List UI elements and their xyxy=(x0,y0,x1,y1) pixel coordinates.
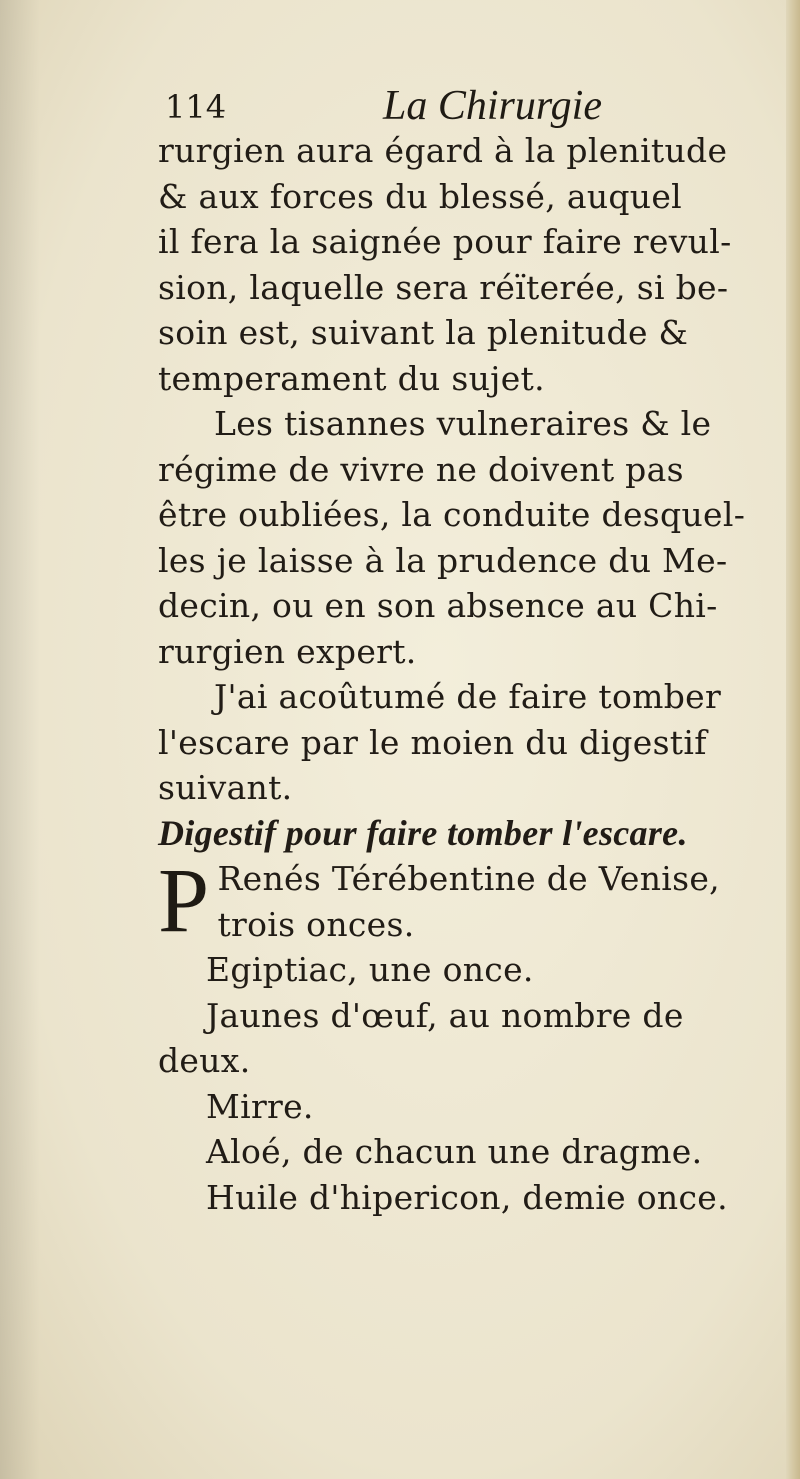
paragraph xyxy=(158,401,770,674)
text-line: rurgien aura égard à la plenitude xyxy=(158,131,728,170)
page-number: 114 xyxy=(165,88,227,126)
text-line: il fera la saignée pour faire revul- xyxy=(158,222,732,261)
text-line: l'escare par le moien du digestif xyxy=(158,722,707,762)
recipe-item: Aloé, de chacun une dragme. xyxy=(206,1132,703,1171)
page-body xyxy=(158,128,770,1220)
recipe-item: deux. xyxy=(158,1041,251,1080)
recipe-item: Huile d'hipericon, demie once. xyxy=(206,1177,728,1217)
recipe-opening xyxy=(158,856,770,947)
text-line: Renés Térébentine de Venise, xyxy=(217,859,720,898)
text-line: suivant. xyxy=(158,768,293,807)
text-line: être oubliées, la conduite desquel- xyxy=(158,495,746,534)
paragraph xyxy=(158,128,770,401)
text-line: soin est, suivant la plenitude & xyxy=(158,313,689,352)
recipe-heading: Digestif pour faire tomber l'escare. xyxy=(158,812,688,853)
text-line: J'ai acoûtumé de faire tomber xyxy=(214,677,722,716)
text-line: sion, laquelle sera réïterée, si be- xyxy=(158,267,729,307)
recipe-item: Jaunes d'œuf, au nombre de xyxy=(206,995,684,1035)
drop-capital: P xyxy=(158,856,210,947)
text-line: temperament du sujet. xyxy=(158,358,545,398)
recipe-item: Egiptiac, une once. xyxy=(206,950,534,989)
text-line: régime de vivre ne doivent pas xyxy=(158,449,684,489)
paragraph xyxy=(158,674,770,811)
running-title: La Chirurgie xyxy=(383,83,602,129)
text-line: & aux forces du blessé, auquel xyxy=(158,176,683,216)
text-line: les je laisse à la prudence du Me- xyxy=(158,540,728,580)
text-line: trois onces. xyxy=(217,904,415,944)
text-line: Les tisannes vulneraires & le xyxy=(214,404,712,443)
text-line: rurgien expert. xyxy=(158,631,417,671)
page-header xyxy=(165,82,765,134)
page-edge xyxy=(786,0,800,1479)
text-line: decin, ou en son absence au Chi- xyxy=(158,586,718,625)
recipe-item: Mirre. xyxy=(206,1086,314,1126)
recipe-list xyxy=(158,947,770,1220)
